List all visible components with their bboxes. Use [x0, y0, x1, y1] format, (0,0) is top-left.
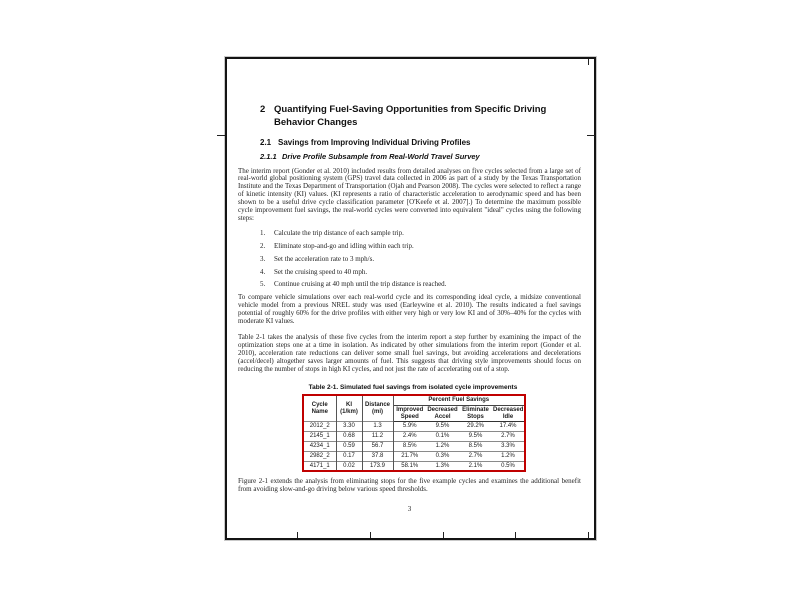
- table-cell: 21.7%: [393, 451, 426, 461]
- table-cell: 9.5%: [426, 422, 459, 432]
- list-item: [260, 256, 581, 264]
- table-cell: 56.7: [362, 442, 393, 452]
- subsubsection-heading: [260, 153, 581, 162]
- col-header-eliminate-stops: Eliminate Stops: [459, 405, 492, 422]
- section-heading: [260, 104, 581, 129]
- table-cell: 1.3%: [426, 461, 459, 471]
- table-cell: 4234_1: [303, 442, 336, 452]
- bottom-fold-mark: [515, 532, 516, 538]
- table-cell: 1.2%: [426, 442, 459, 452]
- section-number: 2: [260, 104, 266, 115]
- table-caption: Table 2-1. Simulated fuel savings from isolated cycle improvements: [308, 383, 518, 391]
- table-cell: 2145_1: [303, 432, 336, 442]
- bottom-fold-mark: [443, 532, 444, 538]
- page-number: 3: [407, 505, 412, 514]
- table-cell: 0.1%: [426, 432, 459, 442]
- table-cell: 2.7%: [492, 432, 525, 442]
- list-item: [260, 281, 581, 289]
- list-item-number: 3.: [260, 254, 266, 263]
- table-cell: 0.17: [336, 451, 362, 461]
- col-header-percent-fuel-savings: Percent Fuel Savings: [393, 395, 525, 405]
- table-cell: 37.8: [362, 451, 393, 461]
- table-cell: 11.2: [362, 432, 393, 442]
- table-cell: 0.3%: [426, 451, 459, 461]
- table-row: [303, 461, 525, 471]
- list-item-number: 5.: [260, 280, 266, 289]
- document-page: [225, 57, 596, 540]
- table-cell: 3.3%: [492, 442, 525, 452]
- table-cell: 0.68: [336, 432, 362, 442]
- table-cell: 1.3: [362, 422, 393, 432]
- table-cell: 58.1%: [393, 461, 426, 471]
- list-item-text: Set the acceleration rate to 3 mph/s.: [274, 254, 375, 263]
- table-header-row: [303, 395, 525, 405]
- col-header-decreased-accel: Decreased Accel: [426, 405, 459, 422]
- right-fold-mark: [587, 135, 595, 136]
- table-cell: 4171_1: [303, 461, 336, 471]
- table-row: [303, 432, 525, 442]
- list-item: [260, 243, 581, 251]
- list-item-number: 4.: [260, 267, 266, 276]
- table-cell: 17.4%: [492, 422, 525, 432]
- paragraph-intro: The interim report (Gonder et al. 2010) included results from detailed analyses on five cycles selected from a large set of real-world global positioning system (GPS) travel data collected in 2006 as part of a study by the Texas Transportation Institute and the Texas Department of Transportation (Ojah and Pearson 2008). The cycles were selected to reflect a range of kinetic intensity (KI) values. (KI represents a ratio of characteristic acceleration to aerodynamic speed and has been shown to be a useful drive cycle classification parameter [O'Keefe et al. 2007].) To determine the maximum possible cycle improvement fuel savings, the real-world cycles were converted into equivalent "ideal" cycles using the following steps:: [238, 166, 581, 222]
- table-cell: 173.9: [362, 461, 393, 471]
- list-item-text: Continue cruising at 40 mph until the trip distance is reached.: [274, 280, 447, 289]
- table-cell: 1.2%: [492, 451, 525, 461]
- list-item-number: 2.: [260, 241, 266, 250]
- subsection-title: Savings from Improving Individual Driving Profiles: [278, 138, 471, 147]
- table-cell: 0.5%: [492, 461, 525, 471]
- section-title: Quantifying Fuel-Saving Opportunities from Specific Driving Behavior Changes: [274, 104, 547, 128]
- ideal-cycle-steps-list: [260, 230, 581, 290]
- list-item: [260, 230, 581, 238]
- table-row: [303, 442, 525, 452]
- table-cell: 2982_2: [303, 451, 336, 461]
- bottom-fold-mark: [370, 532, 371, 538]
- col-header-cycle-name: Cycle Name: [303, 395, 336, 422]
- col-header-distance: Distance (mi): [362, 395, 393, 422]
- col-header-ki: KI (1/km): [336, 395, 362, 422]
- bottom-fold-mark: [588, 532, 589, 538]
- subsubsection-number: 2.1.1: [260, 152, 277, 161]
- subsection-number: 2.1: [260, 138, 272, 147]
- table-2-1-block: [302, 384, 524, 473]
- fuel-savings-table: [302, 394, 526, 472]
- table-row: [303, 422, 525, 432]
- table-cell: 5.9%: [393, 422, 426, 432]
- table-cell: 29.2%: [459, 422, 492, 432]
- bottom-fold-mark: [297, 532, 298, 538]
- table-cell: 3.30: [336, 422, 362, 432]
- table-cell: 0.59: [336, 442, 362, 452]
- list-item-text: Eliminate stop-and-go and idling within each trip.: [274, 241, 414, 250]
- top-fold-mark: [588, 59, 589, 65]
- page-content: [227, 59, 594, 513]
- table-cell: 2.4%: [393, 432, 426, 442]
- left-fold-mark: [217, 135, 225, 136]
- col-header-improved-speed: Improved Speed: [393, 405, 426, 422]
- table-cell: 8.5%: [459, 442, 492, 452]
- list-item: [260, 269, 581, 277]
- table-row: [303, 451, 525, 461]
- paragraph-figure-intro: Figure 2-1 extends the analysis from eliminating stops for the five example cycles and examines the additional benefit from avoiding slow-and-go driving below various speed thresholds.: [238, 477, 581, 494]
- paragraph-simulation: To compare vehicle simulations over each real-world cycle and its corresponding ideal cycle, a midsize conventional vehicle model from a previous NREL study was used (Earleywine et al. 2010). The results indicated a fuel savings potential of roughly 60% for the drive profiles with either very high or very low KI and of 30%–40% for the cycles with moderate KI values.: [238, 293, 581, 326]
- list-item-text: Calculate the trip distance of each sample trip.: [274, 228, 404, 237]
- table-cell: 9.5%: [459, 432, 492, 442]
- table-cell: 0.02: [336, 461, 362, 471]
- col-header-decreased-idle: Decreased Idle: [492, 405, 525, 422]
- list-item-number: 1.: [260, 228, 266, 237]
- table-cell: 2.7%: [459, 451, 492, 461]
- table-cell: 2.1%: [459, 461, 492, 471]
- table-cell: 8.5%: [393, 442, 426, 452]
- subsection-heading: [260, 138, 581, 147]
- paragraph-table-discussion: Table 2-1 takes the analysis of these five cycles from the interim report a step further by examining the impact of the optimization steps one at a time in isolation. As indicated by other simulations from the interim report (Gonder et al. 2010), acceleration rate reductions can deliver some small fuel savings, but avoiding accelerations and decelerations (accel/decel) altogether saves larger amounts of fuel. This suggests that driving style improvements should focus on reducing the number of stops in high KI cycles, and not just the rate of accelerating out of a stop.: [238, 333, 581, 373]
- list-item-text: Set the cruising speed to 40 mph.: [274, 267, 368, 276]
- subsubsection-title: Drive Profile Subsample from Real-World Travel Survey: [282, 152, 480, 161]
- table-cell: 2012_2: [303, 422, 336, 432]
